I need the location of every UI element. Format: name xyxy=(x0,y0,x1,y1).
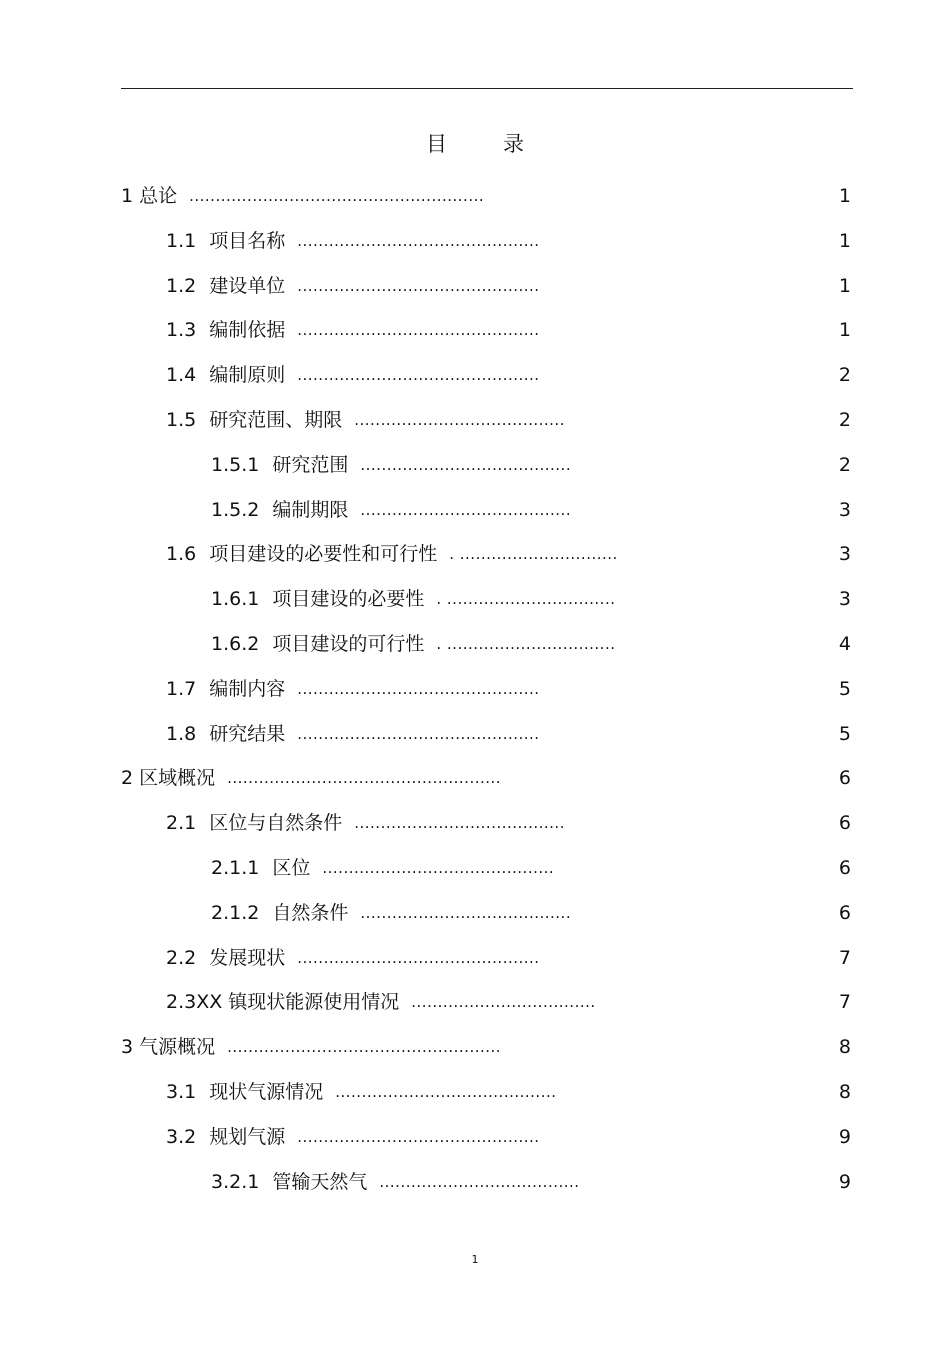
toc-leader-dots: . .............................. xyxy=(449,545,618,564)
toc-entry-number: 1.5.1 xyxy=(211,453,260,476)
toc-entry-number: 1 xyxy=(121,185,134,207)
toc-leader-dots: .................................................... xyxy=(227,1038,502,1057)
toc-entry-number: 2.3XX xyxy=(166,991,223,1014)
toc-leader-dots: .............................................. xyxy=(297,276,540,295)
toc-entry-number: 1.8 xyxy=(166,722,197,745)
toc-entry-number: 1.6 xyxy=(166,543,197,566)
toc-entry[interactable] xyxy=(121,853,853,898)
toc-entry-title: 现状气源情况 xyxy=(209,1080,324,1103)
toc-leader-dots: . ................................ xyxy=(436,634,616,653)
toc-entry-number: 1.2 xyxy=(166,274,197,297)
toc-entry-number: 3.2 xyxy=(166,1125,197,1148)
toc-leader-dots: ........................................................ xyxy=(189,187,485,205)
toc-entry-number: 2.1 xyxy=(166,812,197,835)
toc-entry[interactable] xyxy=(121,1077,853,1122)
toc-entry-page: 6 xyxy=(838,901,851,924)
toc-entry-number: 1.5.2 xyxy=(211,498,260,521)
toc-entry[interactable] xyxy=(121,315,853,360)
toc-entry-number: 1.1 xyxy=(166,229,197,252)
toc-entry-title: 项目建设的必要性 xyxy=(272,588,425,611)
toc-entry-page: 1 xyxy=(838,319,851,342)
toc-entry-number: 1.3 xyxy=(166,319,197,342)
toc-leader-dots: .............................................. xyxy=(297,321,540,340)
toc-entry-title: 区域概况 xyxy=(139,767,216,790)
toc-entry[interactable] xyxy=(121,181,853,226)
toc-entry-title: 编制依据 xyxy=(209,319,286,342)
toc-entry-title: 研究范围 xyxy=(272,453,349,476)
toc-entry-page: 9 xyxy=(838,1170,851,1193)
toc-entry[interactable] xyxy=(121,719,853,764)
toc-entry-number: 3.2.1 xyxy=(211,1170,260,1193)
page-number: 1 xyxy=(471,1253,479,1266)
toc-leader-dots: .............................................. xyxy=(297,1127,540,1146)
toc-entry[interactable] xyxy=(121,1122,853,1167)
toc-entry-number: 1.7 xyxy=(166,677,197,700)
toc-title-char-1: 目 xyxy=(426,132,447,156)
toc-entry[interactable] xyxy=(121,629,853,674)
toc-entry-number: 1.5 xyxy=(166,408,197,431)
toc-entry-page: 7 xyxy=(838,991,851,1014)
toc-entry-number: 2.1.1 xyxy=(211,856,260,879)
toc-leader-dots: . ................................ xyxy=(436,590,616,609)
toc-leader-dots: ............................................ xyxy=(322,858,555,877)
toc-entry-page: 5 xyxy=(838,677,851,700)
toc-entry-title: 研究范围、期限 xyxy=(209,408,343,431)
toc-entry-title: 自然条件 xyxy=(272,901,349,924)
toc-entry-number: 3 xyxy=(121,1036,134,1059)
toc-title xyxy=(0,128,950,158)
toc-entry-number: 1.6.2 xyxy=(211,632,260,655)
toc-entry[interactable] xyxy=(121,584,853,629)
toc-entry-number: 2.1.2 xyxy=(211,901,260,924)
toc-entry-page: 1 xyxy=(838,185,851,207)
toc-leader-dots: ........................................ xyxy=(354,410,565,429)
toc-entry-page: 8 xyxy=(838,1036,851,1059)
toc-entry-title: 编制内容 xyxy=(209,677,286,700)
toc-entry[interactable] xyxy=(121,943,853,988)
toc-leader-dots: ........................................ xyxy=(360,455,572,474)
toc-entry-title: 总论 xyxy=(139,185,178,207)
toc-leader-dots: ........................................ xyxy=(354,814,565,833)
toc-entry[interactable] xyxy=(121,1032,853,1077)
toc-entry-title: 编制原则 xyxy=(209,364,286,387)
toc-entry-number: 2 xyxy=(121,767,134,790)
toc-entry-number: 2.2 xyxy=(166,946,197,969)
toc-entry-page: 6 xyxy=(838,812,851,835)
toc-entry[interactable] xyxy=(121,450,853,495)
toc-entry-title: 区位与自然条件 xyxy=(209,812,343,835)
toc-entry[interactable] xyxy=(121,987,853,1032)
toc-entry[interactable] xyxy=(121,405,853,450)
toc-entry[interactable] xyxy=(121,271,853,316)
toc-entry[interactable] xyxy=(121,674,853,719)
toc-entry[interactable] xyxy=(121,898,853,943)
toc-entry[interactable] xyxy=(121,808,853,853)
toc-entry-title: 研究结果 xyxy=(209,722,286,745)
toc-leader-dots: .......................................... xyxy=(335,1082,557,1101)
toc-leader-dots: ........................................ xyxy=(360,903,572,922)
toc-entry-page: 2 xyxy=(838,408,851,431)
toc-entry-number: 1.4 xyxy=(166,364,197,387)
toc-entry-title: 项目名称 xyxy=(209,229,286,252)
header-rule xyxy=(121,88,853,89)
toc-entry-title: 管输天然气 xyxy=(272,1170,368,1193)
toc-leader-dots: .............................................. xyxy=(297,948,540,967)
toc-entry-title: 项目建设的可行性 xyxy=(272,632,425,655)
toc-title-char-2: 录 xyxy=(503,132,524,156)
toc-entry-title: 镇现状能源使用情况 xyxy=(228,991,400,1014)
toc-entry[interactable] xyxy=(121,360,853,405)
toc-leader-dots: .................................................... xyxy=(227,769,502,788)
toc-entry-number: 3.1 xyxy=(166,1080,197,1103)
toc-leader-dots: ...................................... xyxy=(379,1172,580,1191)
toc-leader-dots: .............................................. xyxy=(297,724,540,743)
toc-entry-page: 2 xyxy=(838,453,851,476)
toc-entry[interactable] xyxy=(121,539,853,584)
toc-entry[interactable] xyxy=(121,226,853,271)
toc-leader-dots: .............................................. xyxy=(297,679,540,698)
toc-entry-title: 建设单位 xyxy=(209,274,286,297)
toc-entry-page: 8 xyxy=(838,1080,851,1103)
toc-entry-title: 发展现状 xyxy=(209,946,286,969)
toc-entry-title: 区位 xyxy=(272,856,311,879)
table-of-contents xyxy=(121,181,853,1211)
toc-leader-dots: .............................................. xyxy=(297,231,540,250)
toc-entry-page: 6 xyxy=(838,856,851,879)
toc-entry-title: 项目建设的必要性和可行性 xyxy=(209,543,438,566)
toc-entry-title: 气源概况 xyxy=(139,1036,216,1059)
toc-entry-page: 7 xyxy=(838,946,851,969)
toc-entry-page: 2 xyxy=(838,364,851,387)
toc-entry-title: 规划气源 xyxy=(209,1125,286,1148)
toc-entry-page: 3 xyxy=(838,588,851,611)
toc-entry-page: 1 xyxy=(838,229,851,252)
toc-entry-title: 编制期限 xyxy=(272,498,349,521)
toc-leader-dots: ........................................ xyxy=(360,500,572,519)
toc-entry-page: 5 xyxy=(838,722,851,745)
toc-entry[interactable] xyxy=(121,763,853,808)
toc-entry-page: 6 xyxy=(838,767,851,790)
toc-entry[interactable] xyxy=(121,495,853,540)
toc-entry[interactable] xyxy=(121,1167,853,1212)
toc-entry-number: 1.6.1 xyxy=(211,588,260,611)
toc-entry-page: 1 xyxy=(838,274,851,297)
toc-entry-page: 3 xyxy=(838,498,851,521)
toc-entry-page: 9 xyxy=(838,1125,851,1148)
toc-entry-page: 3 xyxy=(838,543,851,566)
toc-entry-page: 4 xyxy=(838,632,851,655)
toc-leader-dots: .............................................. xyxy=(297,366,540,385)
toc-leader-dots: ................................... xyxy=(411,993,596,1012)
